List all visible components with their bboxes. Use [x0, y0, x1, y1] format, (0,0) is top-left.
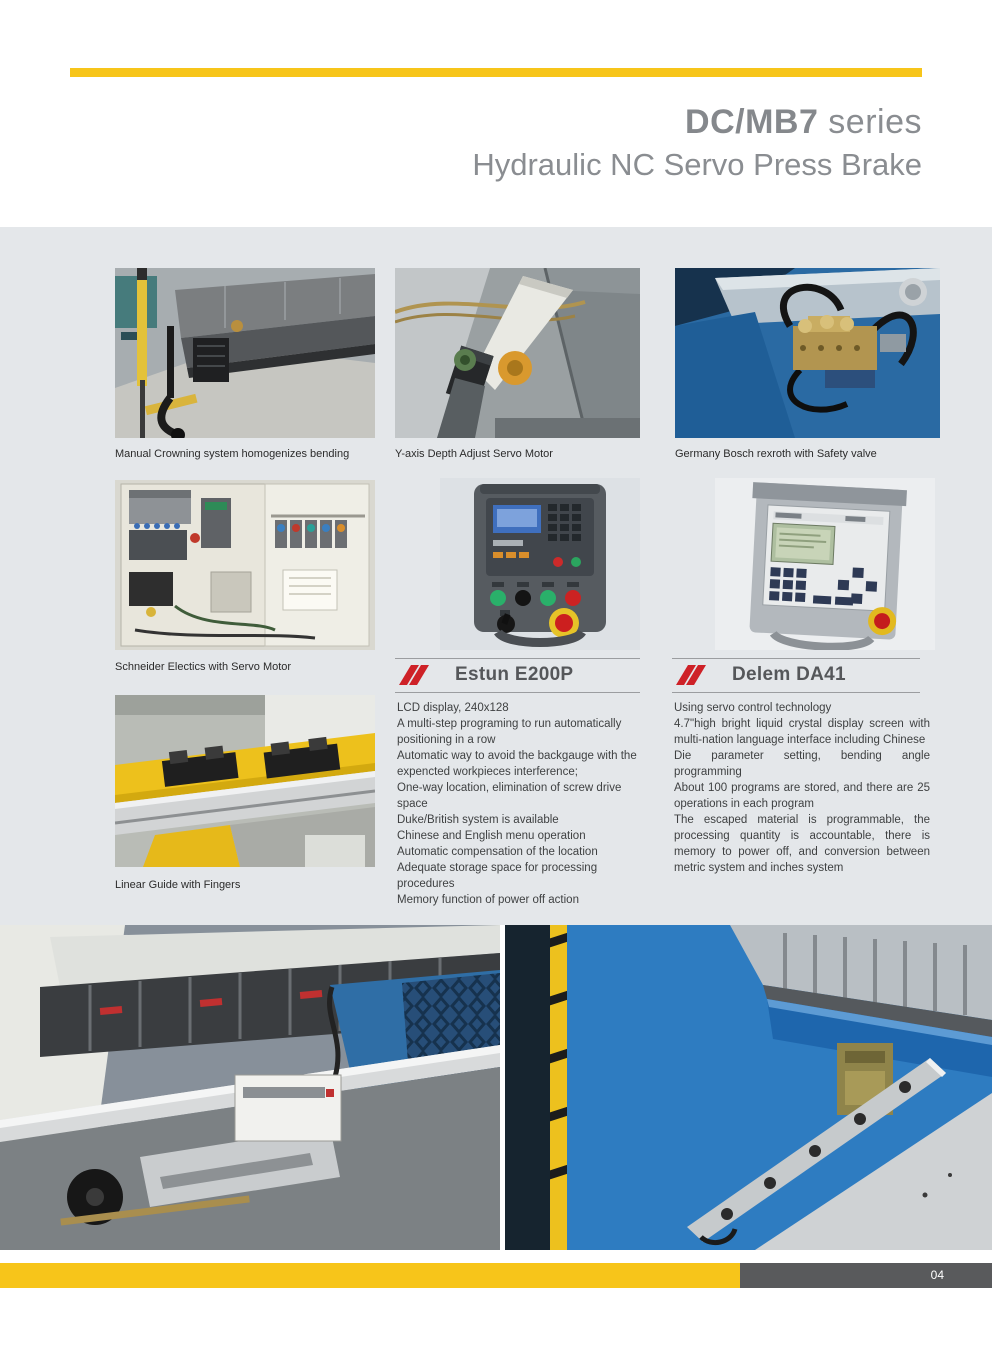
photo-schneider-cabinet: [115, 480, 375, 650]
estun-feature: LCD display, 240x128: [397, 702, 509, 714]
footer-page-bar: [740, 1263, 992, 1288]
red-slash-icon: [676, 665, 706, 685]
backgauge-rack-illustration: [505, 925, 992, 1250]
linear-guide-illustration: [115, 695, 375, 867]
estun-feature: Automatic compensation of the location: [397, 846, 598, 858]
estun-feature: Adequate storage space for processing procedures: [397, 862, 598, 890]
page-number: 04: [930, 1268, 944, 1282]
estun-pendant-illustration: [440, 478, 640, 650]
schneider-cabinet-illustration: [115, 480, 375, 650]
caption-y-axis: Y-axis Depth Adjust Servo Motor: [395, 448, 553, 460]
manual-crowning-illustration: [115, 268, 375, 438]
footer-accent-bar: [0, 1263, 740, 1288]
delem-pendant-illustration: [715, 478, 935, 650]
delem-heading: Delem DA41: [732, 664, 846, 685]
estun-feature: Chinese and English menu operation: [397, 830, 586, 842]
delem-feature: 4.7"high bright liquid crystal display screen with multi-nation language interface including Chinese: [674, 718, 930, 746]
photo-estun-pendant: [440, 478, 640, 650]
delem-feature-list: [674, 700, 930, 876]
delem-heading-block: [672, 658, 920, 693]
red-slash-icon: [399, 665, 429, 685]
photo-delem-pendant: [715, 478, 935, 650]
delem-feature: About 100 programs are stored, and there are 25 operations in each program: [674, 782, 930, 810]
estun-feature: Memory function of power off action: [397, 894, 579, 906]
photo-press-brake-tooling: [0, 925, 500, 1250]
estun-feature: Duke/British system is available: [397, 814, 559, 826]
estun-feature: Automatic way to avoid the backgauge with the expencted workpieces interference;: [397, 750, 637, 778]
caption-manual-crowning: Manual Crowning system homogenizes bending: [115, 448, 350, 460]
bottom-photo-strip: [0, 925, 992, 1250]
estun-feature-list: [397, 700, 650, 908]
series-title: [222, 100, 922, 144]
photo-backgauge-rack: [505, 925, 992, 1250]
bosch-valve-illustration: [675, 268, 940, 438]
photo-manual-crowning: [115, 268, 375, 438]
series-word: series: [818, 103, 922, 141]
delem-feature: The escaped material is programmable, the processing quantity is accountable, there is memory to power off, and conversion between metric system and inches system: [674, 814, 930, 874]
top-accent-rule: [70, 68, 922, 77]
caption-bosch: Germany Bosch rexroth with Safety valve: [675, 448, 877, 460]
estun-heading-block: [395, 658, 640, 693]
estun-feature: A multi-step programing to run automatically positioning in a row: [397, 718, 622, 746]
product-subtitle: Hydraulic NC Servo Press Brake: [472, 147, 922, 182]
page-title: [222, 100, 922, 186]
caption-schneider: Schneider Electics with Servo Motor: [115, 661, 292, 673]
estun-heading: Estun E200P: [455, 664, 574, 685]
press-brake-tooling-illustration: [0, 925, 500, 1250]
caption-linear-guide: Linear Guide with Fingers: [115, 879, 241, 891]
delem-feature: Die parameter setting, bending angle programming: [674, 750, 930, 778]
estun-feature: One-way location, elimination of screw drive space: [397, 782, 622, 810]
series-code: DC/MB7: [685, 103, 819, 141]
photo-y-axis-servo: [395, 268, 640, 438]
y-axis-servo-illustration: [395, 268, 640, 438]
photo-linear-guide: [115, 695, 375, 867]
delem-feature: Using servo control technology: [674, 702, 832, 714]
photo-bosch-valve: [675, 268, 940, 438]
